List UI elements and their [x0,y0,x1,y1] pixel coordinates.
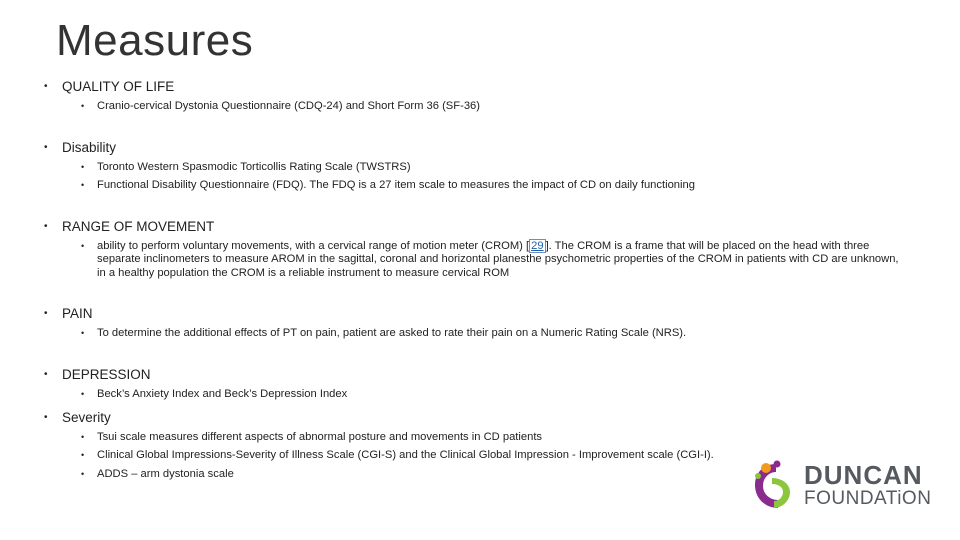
list-item [44,431,900,444]
section-disability [44,139,900,198]
section-heading-text: Severity [62,410,111,425]
section-heading [44,139,900,157]
bullet-icon: • [44,412,48,423]
bullet-icon: • [81,432,85,442]
bullet-icon: • [81,101,85,111]
logo-text-foundation: FOUNDATiON [804,488,932,509]
bullet-icon: • [44,142,48,153]
section-heading [44,218,900,236]
bullet-icon: • [44,221,48,232]
bullet-icon: • [81,328,85,338]
section-pain [44,305,900,345]
reference-link[interactable]: 29 [531,240,544,252]
bullet-icon: • [81,468,85,479]
bullet-icon: • [81,450,85,461]
list-item-text: To determine the additional effects of PT on pain, patient are asked to rate their pain on a Numeric Rating Scale (NRS). [97,327,687,339]
bullet-icon: • [44,308,48,319]
list-item [44,161,900,174]
section-quality-of-life [44,78,900,118]
page-title: Measures [56,16,254,65]
bullet-icon: • [81,389,85,399]
bullet-icon: • [44,369,48,380]
list-item [44,100,900,113]
section-heading-text: DEPRESSION [62,367,151,382]
logo-text-duncan: DUNCAN [804,460,923,490]
list-item-text: Clinical Global Impressions-Severity of Illness Scale (CGI-S) and the Clinical Global Impression - Improvement scale (CGI-I). [97,449,714,462]
duncan-foundation-logo [746,456,936,516]
section-heading-text: QUALITY OF LIFE [62,79,175,94]
bullet-icon: • [81,180,85,191]
list-item-text-after: ]. The CROM is a frame that will be placed on the head with three separate inclinometers to measure AROM in the sagittal, coronal and horizontal planesthe psychometric properties of the CROM in patients with CD are unknown, in a healthy population the CROM is a reliable instrument to measure cervical ROM [97,240,899,279]
bullet-icon: • [81,162,85,172]
section-range-of-movement [44,218,900,285]
section-heading [44,409,900,427]
list-item [44,179,900,192]
section-heading-text: Disability [62,140,117,155]
list-item [44,388,900,401]
list-item [44,327,900,340]
section-heading-text: RANGE OF MOVEMENT [62,219,215,234]
list-item-text: Toronto Western Spasmodic Torticollis Rating Scale (TWSTRS) [97,161,411,173]
list-item-text: Cranio-cervical Dystonia Questionnaire (CDQ-24) and Short Form 36 (SF-36) [97,100,480,112]
section-heading [44,78,900,96]
list-item-text: ADDS – arm dystonia scale [97,467,234,480]
list-item [44,240,900,280]
section-heading [44,305,900,323]
section-heading-text: PAIN [62,306,93,321]
section-depression [44,366,900,406]
section-heading [44,366,900,384]
list-item-text: Tsui scale measures different aspects of abnormal posture and movements in CD patients [97,431,543,443]
list-item-text-before: ability to perform voluntary movements, with a cervical range of motion meter (CROM) [ [97,240,530,252]
bullet-icon: • [81,241,85,251]
list-item-text: Beck’s Anxiety Index and Beck’s Depression Index [97,388,348,400]
bullet-icon: • [44,81,48,92]
list-item-text: Functional Disability Questionnaire (FDQ). The FDQ is a 27 item scale to measures the impact of CD on daily functioning [97,179,695,192]
logo-mark-icon [746,456,804,516]
